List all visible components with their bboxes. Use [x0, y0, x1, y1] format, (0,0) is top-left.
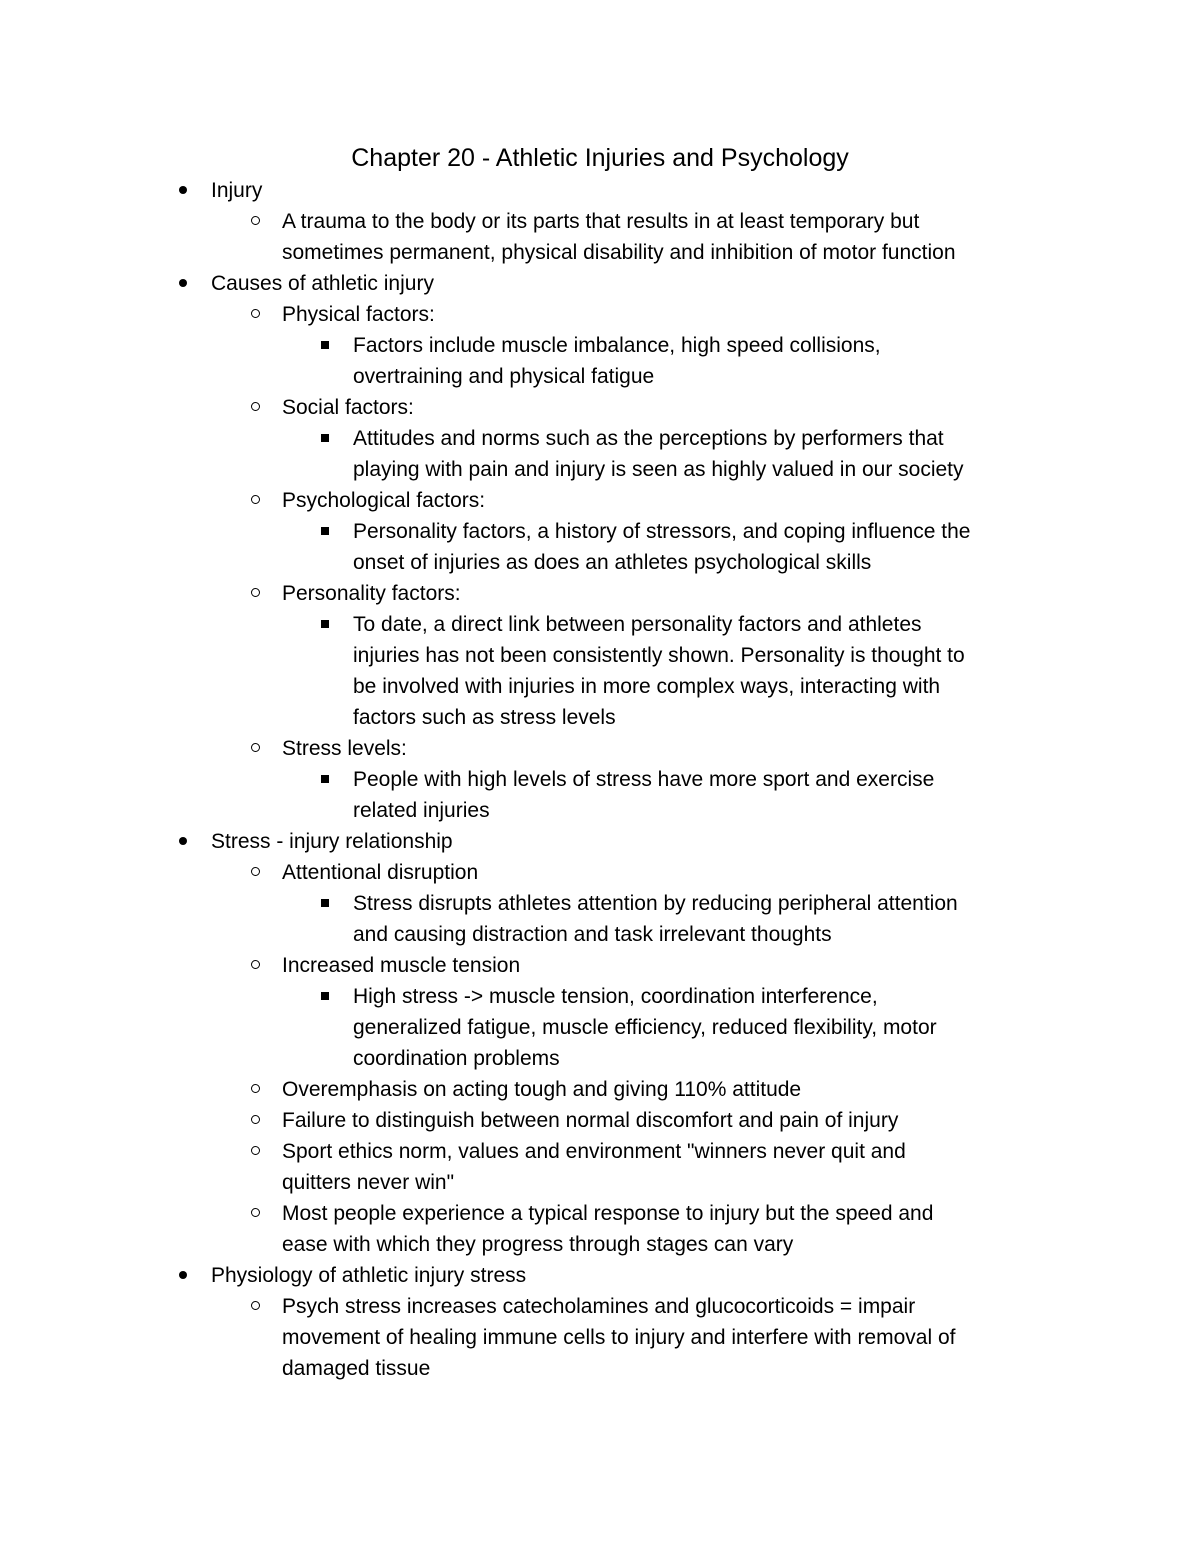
list-item-line: Attentional disruption — [282, 861, 479, 884]
list-item-line: generalized fatigue, muscle efficiency, reduced flexibility, motor — [353, 1016, 937, 1039]
list-item-level-3 — [0, 330, 1200, 392]
list-item-level-2 — [0, 733, 1200, 764]
list-item-text — [353, 330, 881, 392]
list-item-text — [353, 516, 970, 578]
list-item-level-3 — [0, 888, 1200, 950]
list-item-line: Stress disrupts athletes attention by reducing peripheral attention — [353, 892, 958, 915]
square-bullet-icon — [314, 516, 336, 547]
list-item-text — [282, 1198, 933, 1260]
list-item-level-1 — [0, 175, 1200, 206]
list-item-text — [282, 392, 414, 423]
list-item-line: Physical factors: — [282, 303, 435, 326]
list-item-line: Failure to distinguish between normal discomfort and pain of injury — [282, 1109, 899, 1132]
list-item-line: Psychological factors: — [282, 489, 486, 512]
list-item-line: Injury — [211, 179, 263, 202]
list-item-level-1 — [0, 1260, 1200, 1291]
list-item-level-3 — [0, 516, 1200, 578]
list-item-line: Psych stress increases catecholamines and glucocorticoids = impair — [282, 1295, 916, 1318]
list-item-level-2 — [0, 857, 1200, 888]
list-item-text — [282, 299, 435, 330]
list-item-text — [211, 1260, 526, 1291]
list-item-line: Increased muscle tension — [282, 954, 521, 977]
list-item-text — [211, 175, 262, 206]
list-item-text — [353, 609, 965, 733]
square-bullet-icon — [314, 609, 336, 640]
hollow-circle-bullet-icon — [244, 206, 266, 237]
page-title: Chapter 20 - Athletic Injuries and Psychology — [351, 144, 849, 172]
list-item-level-1 — [0, 826, 1200, 857]
list-item-text — [353, 423, 964, 485]
list-item-line: be involved with injuries in more complex ways, interacting with — [353, 675, 941, 698]
list-item-level-2 — [0, 950, 1200, 981]
list-item-level-2 — [0, 1291, 1200, 1384]
list-item-level-1 — [0, 268, 1200, 299]
list-item-line: playing with pain and injury is seen as highly valued in our society — [353, 458, 964, 481]
list-item-text — [282, 1136, 906, 1198]
list-item-level-2 — [0, 578, 1200, 609]
filled-circle-bullet-icon — [172, 268, 194, 299]
list-item-text — [353, 888, 958, 950]
hollow-circle-bullet-icon — [244, 392, 266, 423]
list-item-text — [282, 206, 956, 268]
square-bullet-icon — [314, 764, 336, 795]
list-item-text — [282, 857, 478, 888]
list-item-line: movement of healing immune cells to injury and interfere with removal of — [282, 1326, 956, 1349]
list-item-line: Stress levels: — [282, 737, 407, 760]
list-item-line: sometimes permanent, physical disability and inhibition of motor function — [282, 241, 956, 264]
list-item-line: overtraining and physical fatigue — [353, 365, 655, 388]
list-item-line: related injuries — [353, 799, 490, 822]
list-item-text — [282, 1074, 801, 1105]
list-item-level-2 — [0, 1105, 1200, 1136]
list-item-text — [282, 578, 461, 609]
list-item-text — [282, 1291, 955, 1384]
list-item-line: Most people experience a typical response to injury but the speed and — [282, 1202, 934, 1225]
hollow-circle-bullet-icon — [244, 1291, 266, 1322]
list-item-level-2 — [0, 1074, 1200, 1105]
square-bullet-icon — [314, 981, 336, 1012]
list-item-line: onset of injuries as does an athletes psychological skills — [353, 551, 872, 574]
filled-circle-bullet-icon — [172, 175, 194, 206]
list-item-level-2 — [0, 1136, 1200, 1198]
list-item-level-2 — [0, 392, 1200, 423]
list-item-line: coordination problems — [353, 1047, 560, 1070]
hollow-circle-bullet-icon — [244, 578, 266, 609]
square-bullet-icon — [314, 423, 336, 454]
list-item-line: Sport ethics norm, values and environment "winners never quit and — [282, 1140, 906, 1163]
list-item-level-3 — [0, 764, 1200, 826]
filled-circle-bullet-icon — [172, 1260, 194, 1291]
list-item-line: Causes of athletic injury — [211, 272, 434, 295]
square-bullet-icon — [314, 330, 336, 361]
list-item-level-3 — [0, 423, 1200, 485]
list-item-line: To date, a direct link between personality factors and athletes — [353, 613, 922, 636]
hollow-circle-bullet-icon — [244, 485, 266, 516]
list-item-line: factors such as stress levels — [353, 706, 616, 729]
list-item-line: quitters never win" — [282, 1171, 455, 1194]
list-item-text — [282, 950, 520, 981]
hollow-circle-bullet-icon — [244, 1136, 266, 1167]
list-item-level-3 — [0, 609, 1200, 733]
list-item-text — [282, 485, 485, 516]
square-bullet-icon — [314, 888, 336, 919]
list-item-line: Attitudes and norms such as the perceptions by performers that — [353, 427, 944, 450]
hollow-circle-bullet-icon — [244, 950, 266, 981]
list-item-line: Factors include muscle imbalance, high speed collisions, — [353, 334, 881, 357]
list-item-line: Overemphasis on acting tough and giving 110% attitude — [282, 1078, 802, 1101]
list-item-text — [211, 826, 453, 857]
list-item-level-2 — [0, 485, 1200, 516]
list-item-line: High stress -> muscle tension, coordination interference, — [353, 985, 878, 1008]
hollow-circle-bullet-icon — [244, 733, 266, 764]
hollow-circle-bullet-icon — [244, 1198, 266, 1229]
list-item-text — [282, 1105, 898, 1136]
list-item-line: damaged tissue — [282, 1357, 431, 1380]
list-item-line: Personality factors: — [282, 582, 461, 605]
list-item-text — [282, 733, 407, 764]
list-item-text — [353, 764, 934, 826]
list-item-line: Physiology of athletic injury stress — [211, 1264, 527, 1287]
list-item-line: Personality factors, a history of stressors, and coping influence the — [353, 520, 971, 543]
list-item-text — [211, 268, 434, 299]
hollow-circle-bullet-icon — [244, 1074, 266, 1105]
hollow-circle-bullet-icon — [244, 857, 266, 888]
list-item-line: Stress - injury relationship — [211, 830, 453, 853]
filled-circle-bullet-icon — [172, 826, 194, 857]
list-item-level-3 — [0, 981, 1200, 1074]
list-item-line: People with high levels of stress have more sport and exercise — [353, 768, 935, 791]
list-item-level-2 — [0, 299, 1200, 330]
list-item-text — [353, 981, 937, 1074]
list-item-line: ease with which they progress through stages can vary — [282, 1233, 794, 1256]
list-item-level-2 — [0, 1198, 1200, 1260]
hollow-circle-bullet-icon — [244, 299, 266, 330]
list-item-line: injuries has not been consistently shown. Personality is thought to — [353, 644, 965, 667]
hollow-circle-bullet-icon — [244, 1105, 266, 1136]
outline-list — [0, 175, 1200, 1384]
list-item-line: A trauma to the body or its parts that results in at least temporary but — [282, 210, 920, 233]
list-item-level-2 — [0, 206, 1200, 268]
list-item-line: Social factors: — [282, 396, 414, 419]
list-item-line: and causing distraction and task irrelevant thoughts — [353, 923, 832, 946]
